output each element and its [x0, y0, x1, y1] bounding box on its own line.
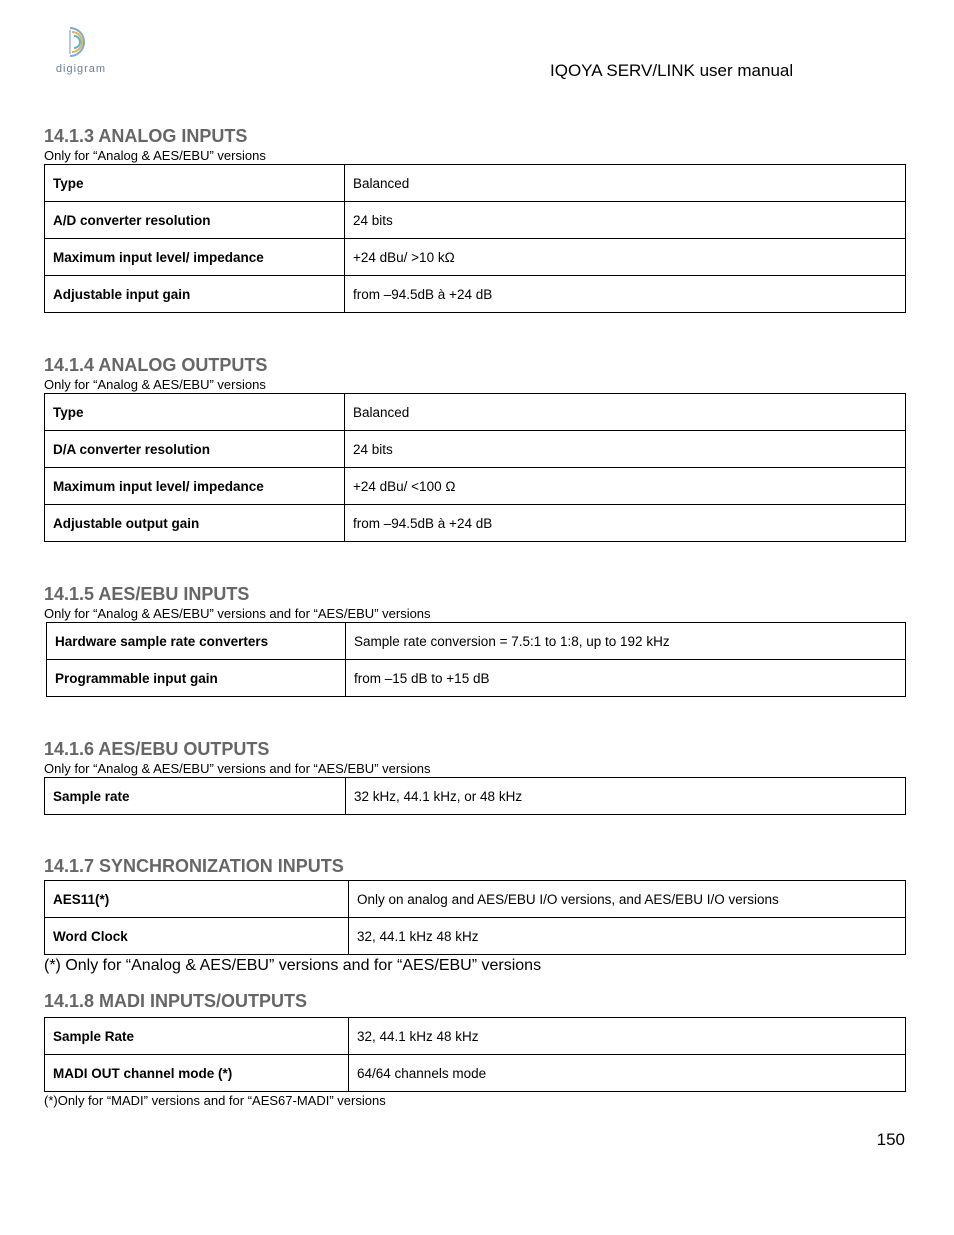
- table-row: [45, 468, 906, 505]
- section-note: Only for “Analog & AES/EBU” versions and for “AES/EBU” versions: [44, 606, 431, 621]
- section-footnote: (*)Only for “MADI” versions and for “AES67-MADI” versions: [44, 1093, 386, 1108]
- section-heading: 14.1.6 AES/EBU OUTPUTS: [44, 739, 270, 759]
- section-heading: 14.1.4 ANALOG OUTPUTS: [44, 355, 268, 375]
- spec-key: Programmable input gain: [47, 660, 346, 697]
- spec-value: 64/64 channels mode: [349, 1055, 906, 1092]
- spec-key: Type: [45, 165, 345, 202]
- spec-table: [44, 393, 906, 542]
- logo-mark-icon: [64, 24, 100, 60]
- spec-key: Maximum input level/ impedance: [45, 239, 345, 276]
- spec-key: D/A converter resolution: [45, 431, 345, 468]
- spec-value: 32, 44.1 kHz 48 kHz: [349, 918, 906, 955]
- spec-key: A/D converter resolution: [45, 202, 345, 239]
- section-note: Only for “Analog & AES/EBU” versions: [44, 377, 266, 392]
- logo-text: digigram: [55, 63, 107, 75]
- spec-key: Sample Rate: [45, 1018, 349, 1055]
- spec-value: 24 bits: [345, 202, 906, 239]
- spec-table: [44, 1017, 906, 1092]
- spec-key: MADI OUT channel mode (*): [45, 1055, 349, 1092]
- spec-key: Word Clock: [45, 918, 349, 955]
- table-row: [47, 623, 906, 660]
- spec-value: from –15 dB to +15 dB: [346, 660, 906, 697]
- spec-table: [44, 880, 906, 955]
- spec-value: from –94.5dB à +24 dB: [345, 505, 906, 542]
- spec-key: Sample rate: [45, 778, 346, 815]
- spec-key: Adjustable input gain: [45, 276, 345, 313]
- section-heading: 14.1.8 MADI INPUTS/OUTPUTS: [44, 991, 308, 1011]
- spec-key: Adjustable output gain: [45, 505, 345, 542]
- table-row: [45, 881, 906, 918]
- table-row: [45, 394, 906, 431]
- table-row: [45, 202, 906, 239]
- section-aes-ebu-inputs: [44, 583, 906, 697]
- table-row: [45, 505, 906, 542]
- table-row: [45, 1018, 906, 1055]
- digigram-logo: [50, 24, 114, 80]
- spec-key: Type: [45, 394, 345, 431]
- page-number: 150: [876, 1130, 905, 1149]
- table-row: [45, 431, 906, 468]
- spec-value: 32, 44.1 kHz 48 kHz: [349, 1018, 906, 1055]
- spec-value: 24 bits: [345, 431, 906, 468]
- section-analog-outputs: [44, 354, 906, 542]
- spec-value: from –94.5dB à +24 dB: [345, 276, 906, 313]
- section-heading: 14.1.7 SYNCHRONIZATION INPUTS: [44, 856, 344, 876]
- document-title: IQOYA SERV/LINK user manual: [550, 61, 794, 80]
- table-row: [45, 1055, 906, 1092]
- section-footnote: (*) Only for “Analog & AES/EBU” versions and for “AES/EBU” versions: [44, 957, 542, 974]
- table-row: [45, 778, 906, 815]
- table-row: [45, 239, 906, 276]
- spec-value: Balanced: [345, 394, 906, 431]
- section-note: Only for “Analog & AES/EBU” versions: [44, 148, 266, 163]
- table-row: [47, 660, 906, 697]
- section-heading: 14.1.3 ANALOG INPUTS: [44, 126, 248, 146]
- spec-table: [44, 777, 906, 815]
- spec-value: Balanced: [345, 165, 906, 202]
- section-note: Only for “Analog & AES/EBU” versions and for “AES/EBU” versions: [44, 761, 431, 776]
- spec-value: +24 dBu/ >10 kΩ: [345, 239, 906, 276]
- table-row: [45, 276, 906, 313]
- spec-table: [46, 622, 906, 697]
- table-row: [45, 918, 906, 955]
- section-heading: 14.1.5 AES/EBU INPUTS: [44, 584, 250, 604]
- spec-value: Only on analog and AES/EBU I/O versions, and AES/EBU I/O versions: [349, 881, 906, 918]
- spec-value: 32 kHz, 44.1 kHz, or 48 kHz: [346, 778, 906, 815]
- spec-key: AES11(*): [45, 881, 349, 918]
- table-row: [45, 165, 906, 202]
- spec-key: Maximum input level/ impedance: [45, 468, 345, 505]
- section-aes-ebu-outputs: [44, 738, 906, 815]
- spec-value: +24 dBu/ <100 Ω: [345, 468, 906, 505]
- spec-table: [44, 164, 906, 313]
- section-synchronization-inputs: [44, 855, 906, 976]
- spec-value: Sample rate conversion = 7.5:1 to 1:8, up to 192 kHz: [346, 623, 906, 660]
- section-madi-inputs-outputs: [44, 990, 906, 1109]
- section-analog-inputs: [44, 125, 906, 313]
- spec-key: Hardware sample rate converters: [47, 623, 346, 660]
